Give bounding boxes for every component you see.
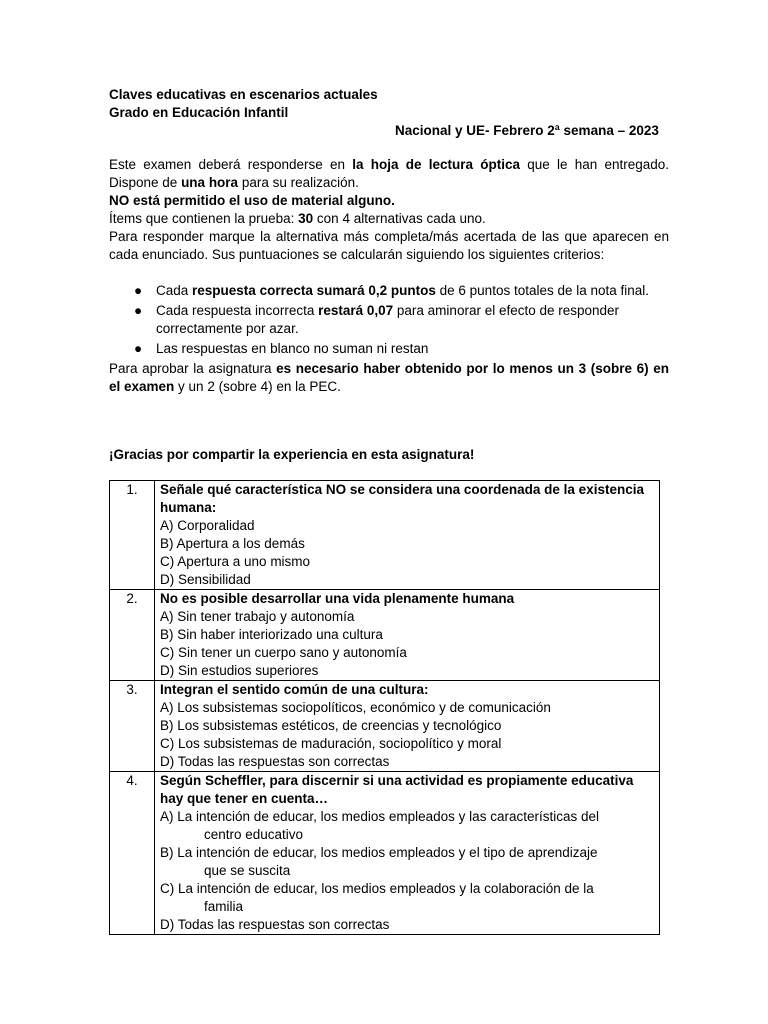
option-b: B) La intención de educar, los medios empleados y el tipo de aprendizaje (160, 845, 598, 860)
question-number: 3. (110, 681, 155, 772)
option-c-continuation: familia (204, 899, 244, 914)
instructions-paragraph-3: Ítems que contienen la prueba: 30 con 4 alternativas cada uno. (109, 211, 486, 226)
exam-session: Nacional y UE- Febrero 2ª semana – 2023 (395, 123, 659, 138)
option-c: C) Los subsistemas de maduración, sociopolítico y moral (160, 736, 502, 751)
question-cell (155, 681, 660, 772)
option-d: D) Sin estudios superiores (160, 663, 319, 678)
option-c: C) Sin tener un cuerpo sano y autonomía (160, 645, 407, 660)
question-text: Integran el sentido común de una cultura: (160, 682, 429, 697)
option-c: C) Apertura a uno mismo (160, 554, 311, 569)
option-b: B) Sin haber interiorizado una cultura (160, 627, 383, 642)
option-a-continuation: centro educativo (204, 827, 304, 842)
option-a: A) Sin tener trabajo y autonomía (160, 609, 355, 624)
option-b: B) Apertura a los demás (160, 536, 305, 551)
option-a: A) La intención de educar, los medios empleados y las características del (160, 809, 599, 824)
question-cell (155, 481, 660, 590)
option-d: D) Sensibilidad (160, 572, 251, 587)
bullet-icon: ● (134, 283, 143, 298)
option-a: A) Corporalidad (160, 518, 255, 533)
option-b-continuation: que se suscita (204, 863, 291, 878)
bullet-icon: ● (134, 303, 143, 318)
list-item: ● Cada respuesta correcta sumará 0,2 puntos de 6 puntos totales de la nota final. (134, 283, 650, 298)
course-title: Claves educativas en escenarios actuales (109, 87, 378, 102)
list-item: ● Cada respuesta incorrecta restará 0,07 para aminorar el efecto de responder correctamente por azar. (134, 303, 620, 336)
question-text: Según Scheffler, para discernir si una actividad es propiamente educativa hay que tener en cuenta… (160, 773, 634, 806)
bullet-icon: ● (134, 341, 143, 356)
instructions-paragraph-2: NO está permitido el uso de material alguno. (109, 193, 395, 208)
instructions (109, 156, 669, 396)
option-d: D) Todas las respuestas son correctas (160, 754, 390, 769)
degree-title: Grado en Educación Infantil (109, 105, 289, 120)
question-cell (155, 772, 660, 935)
instructions-paragraph-5: Para aprobar la asignatura es necesario haber obtenido por lo menos un 3 (sobre 6) en el examen y un 2 (sobre 4) en la PEC. (109, 361, 669, 394)
question-number: 1. (110, 481, 155, 590)
thanks-message: ¡Gracias por compartir la experiencia en esta asignatura! (109, 447, 475, 462)
table-row (110, 481, 660, 590)
question-number: 2. (110, 590, 155, 681)
scoring-criteria-list (109, 282, 666, 358)
instructions-paragraph-1: Este examen deberá responderse en la hoja de lectura óptica que le han entregado. Dispone de una hora para su realización. (109, 157, 669, 190)
questions-table (109, 480, 660, 935)
table-row (110, 590, 660, 681)
instructions-paragraph-4: Para responder marque la alternativa más completa/más acertada de las que aparecen en cada enunciado. Sus puntuaciones se calcularán siguiendo los siguientes criterios: (109, 229, 669, 262)
question-cell (155, 590, 660, 681)
option-b: B) Los subsistemas estéticos, de creencias y tecnológico (160, 718, 502, 733)
table-row (110, 681, 660, 772)
list-item: ● Las respuestas en blanco no suman ni restan (134, 341, 429, 356)
question-text: Señale qué característica NO se considera una coordenada de la existencia humana: (160, 482, 644, 515)
table-row (110, 772, 660, 935)
question-number: 4. (110, 772, 155, 935)
option-c: C) La intención de educar, los medios empleados y la colaboración de la (160, 881, 594, 896)
option-d: D) Todas las respuestas son correctas (160, 917, 390, 932)
question-text: No es posible desarrollar una vida plenamente humana (160, 591, 515, 606)
option-a: A) Los subsistemas sociopolíticos, económico y de comunicación (160, 700, 551, 715)
